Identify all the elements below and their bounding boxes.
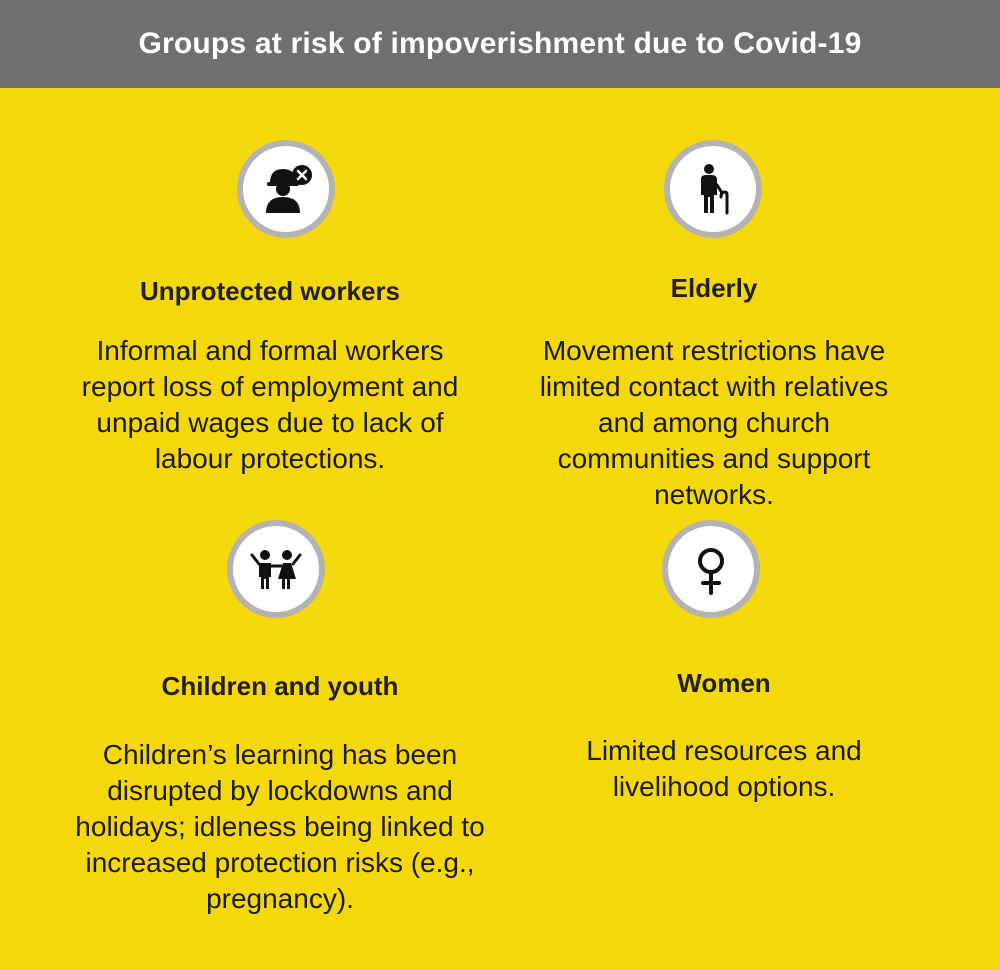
female-symbol-icon bbox=[679, 537, 743, 601]
children-icon bbox=[244, 537, 308, 601]
icon-circle bbox=[227, 520, 325, 618]
page-title: Groups at risk of impoverishment due to Covid-19 bbox=[138, 27, 862, 60]
group-card-children-youth bbox=[70, 0, 490, 970]
group-description: Children’s learning has been disrupted by lockdowns and holidays; idleness being linked to increased protection risks (e.g., pregnancy). bbox=[75, 739, 485, 914]
group-title: Children and youth bbox=[161, 671, 399, 701]
group-description: Informal and formal workers report loss of employment and unpaid wages due to lack of labour protections. bbox=[81, 335, 459, 474]
group-description: Limited resources and livelihood options. bbox=[586, 735, 862, 802]
group-description: Movement restrictions have limited contact with relatives and among church communities and support networks. bbox=[539, 335, 889, 510]
group-card-women bbox=[514, 0, 934, 970]
icon-circle bbox=[662, 520, 760, 618]
group-title: Women bbox=[677, 668, 771, 698]
group-title: Unprotected workers bbox=[139, 276, 401, 306]
group-title: Elderly bbox=[670, 273, 758, 303]
